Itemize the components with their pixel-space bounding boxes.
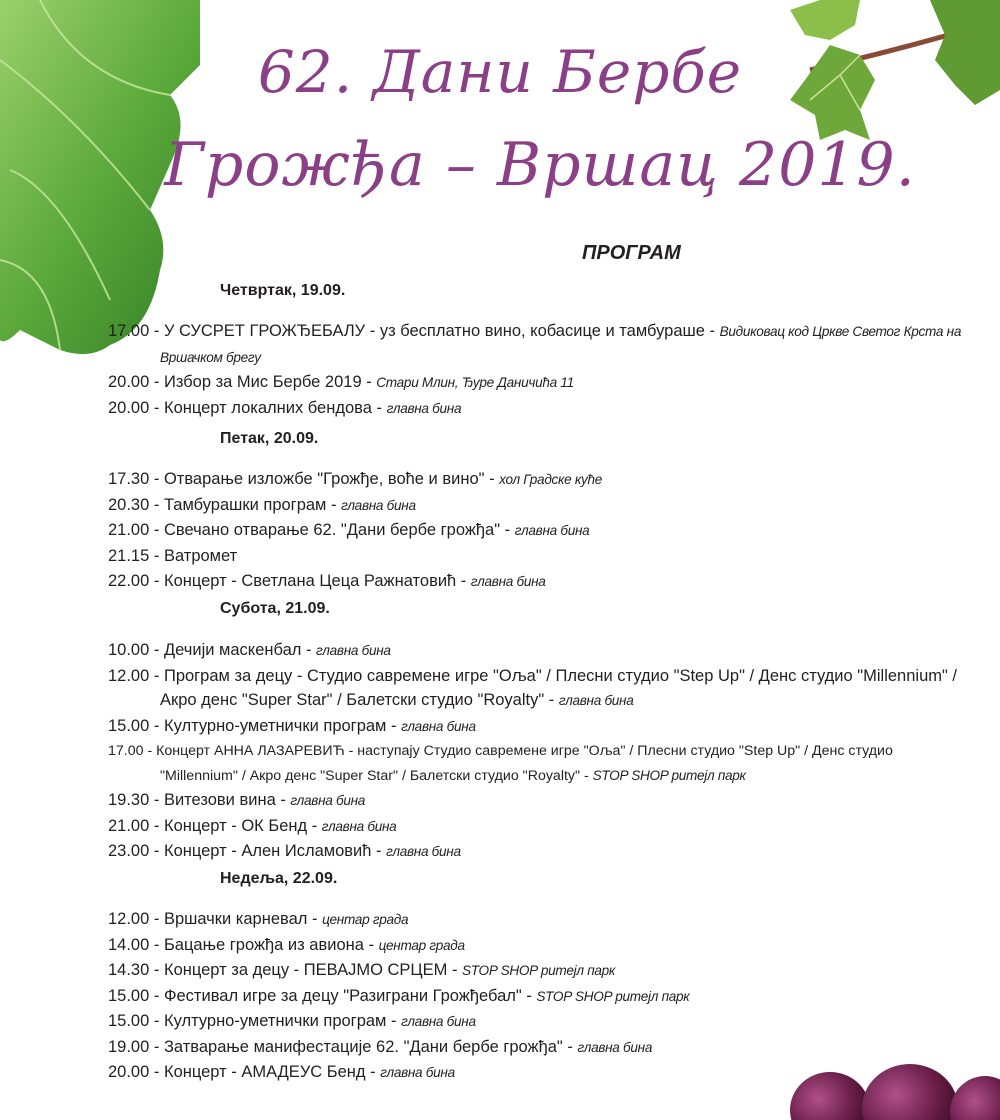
- event-item: 14.30 - Концерт за децу - ПЕВАЈМО СРЦЕМ - STOP SHOP ритејл парк: [108, 961, 616, 979]
- event-item: 17.00 - У СУСРЕТ ГРОЖЂЕБАЛУ - уз бесплатно вино, кобасице и тамбураше - Видиковац код Цркве Светог Крста на Вршачком брегу: [108, 322, 962, 365]
- event-list-sunday: [108, 907, 968, 1086]
- day-heading-sunday: Недеља, 22.09.: [220, 870, 338, 887]
- event-item: 12.00 - Програм за децу - Студио савремене игре "Оља" / Плесни студио "Step Up" / Денс студио "Millennium" / Акро денс "Super Star" / Балетски студио "Royalty" - главна бина: [108, 666, 958, 709]
- event-item: 23.00 - Концерт - Ален Исламовић - главна бина: [108, 842, 461, 860]
- event-item: 21.00 - Концерт - ОК Бенд - главна бина: [108, 816, 397, 835]
- event-item: 15.00 - Културно-уметнички програм - главна бина: [108, 1012, 476, 1030]
- festival-title-line-2: Грожђа – Вршац 2019.: [164, 130, 916, 200]
- event-item: 17.30 - Отварање изложбе "Грожђе, воће и вино" - хол Градске куће: [108, 470, 603, 488]
- event-item: 22.00 - Концерт - Светлана Цеца Ражнатовић - главна бина: [108, 572, 546, 590]
- event-item: 14.00 - Бацање грожђа из авиона - центар града: [108, 935, 465, 954]
- day-heading-saturday: Субота, 21.09.: [220, 600, 330, 617]
- event-item: 21.00 - Свечано отварање 62. "Дани бербе грожђа" - главна бина: [108, 521, 590, 539]
- day-heading-friday: Петак, 20.09.: [220, 430, 319, 447]
- event-item: 21.15 - Ватромет: [108, 546, 238, 565]
- event-item: 17.00 - Концерт АННА ЛАЗАРЕВИЋ - наступају Студио савремене игре "Оља" / Плесни студио "Step Up" / Денс студио "Millennium" / Акро денс "Super Star" / Балетски студио "Royalty" - STOP SHOP ритејл парк: [108, 743, 893, 784]
- event-item: 19.00 - Затварање манифестације 62. "Дани бербе грожђа" - главна бина: [108, 1037, 653, 1056]
- day-heading-thursday: Четвртак, 19.09.: [220, 282, 346, 299]
- event-list-friday: [108, 467, 968, 595]
- event-item: 15.00 - Фестивал игре за децу "Разиграни Грожђебал" - STOP SHOP ритејл парк: [108, 986, 690, 1005]
- event-item: 10.00 - Дечији маскенбал - главна бина: [108, 641, 391, 659]
- event-item: 19.30 - Витезови вина - главна бина: [108, 791, 366, 809]
- program-heading: ПРОГРАМ: [582, 242, 681, 264]
- event-item: 20.00 - Концерт локалних бендова - главна бина: [108, 398, 462, 417]
- event-item: 20.00 - Концерт - АМАДЕУС Бенд - главна бина: [108, 1063, 455, 1081]
- event-list-thursday: [108, 319, 968, 421]
- event-list-saturday: [108, 638, 968, 865]
- event-item: 15.00 - Културно-уметнички програм - главна бина: [108, 716, 476, 735]
- event-item: 12.00 - Вршачки карневал - центар града: [108, 910, 409, 928]
- event-item: 20.30 - Тамбурашки програм - главна бина: [108, 495, 416, 514]
- festival-title-line-1: 62. Дани Бербе: [257, 38, 743, 106]
- event-item: 20.00 - Избор за Мис Бербе 2019 - Стари Млин, Ђуре Даничића 11: [108, 373, 574, 391]
